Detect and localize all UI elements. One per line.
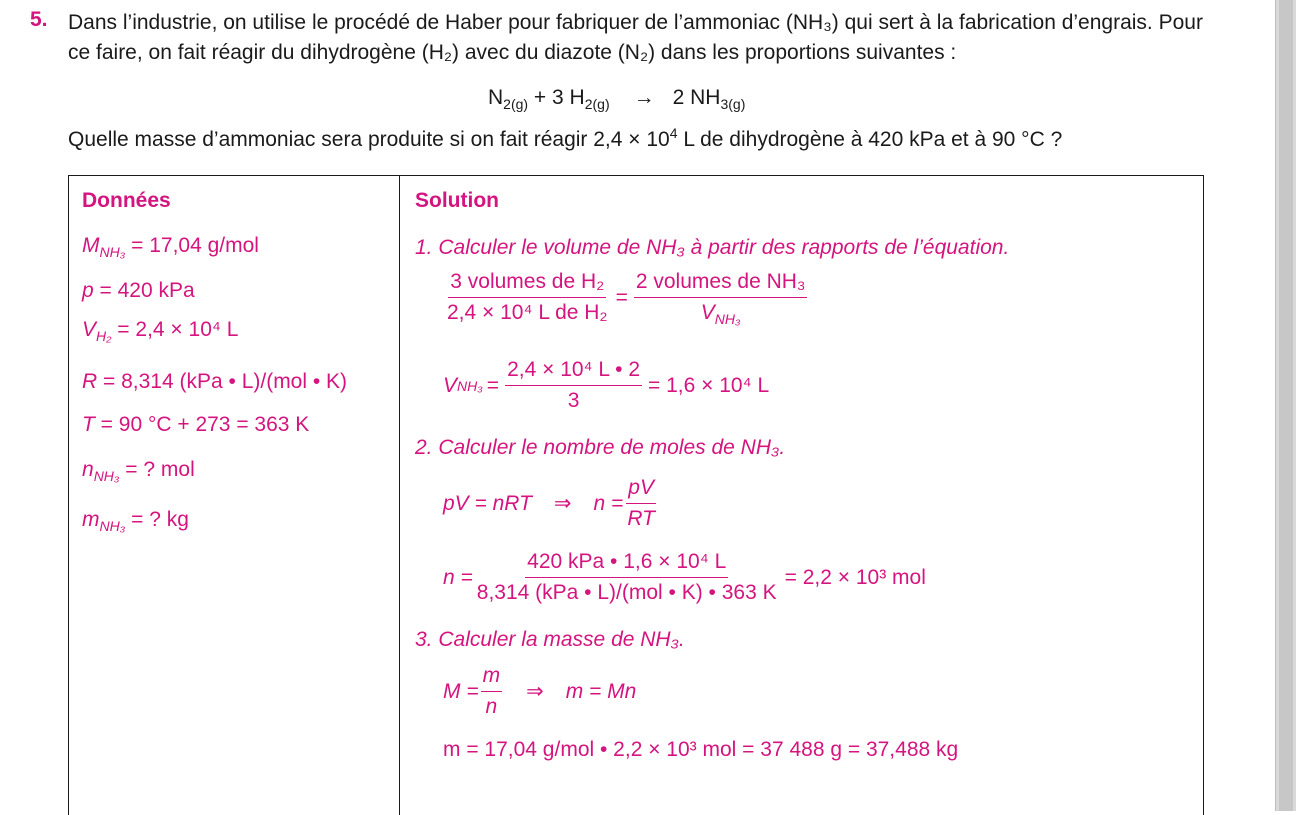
equals-sign: = (615, 285, 628, 309)
given-item (82, 458, 195, 482)
prompt-part-a: Quelle masse d’ammoniac sera produite si on fait réagir 2,4 × 10 (68, 128, 670, 151)
given-title: Données (82, 189, 171, 212)
table-divider (399, 175, 400, 815)
eq-n2-sub: 2(g) (503, 96, 529, 112)
gas-law-fraction (625, 476, 657, 531)
given-subscript: H₂ (96, 328, 112, 344)
mass-law-fraction (481, 664, 503, 719)
given-value: = ? kg (125, 508, 189, 531)
arrow-icon: → (633, 86, 655, 109)
question-prompt (68, 125, 1063, 152)
implies-icon: ⇒ (526, 680, 544, 703)
n-equals: n = (443, 565, 473, 589)
volume-result: = 1,6 × 10⁴ L (648, 373, 770, 397)
given-value: = 17,04 g/mol (125, 234, 259, 257)
final-answer: m = 17,04 g/mol • 2,2 × 10³ mol = 37 488 g = 37,488 kg (443, 738, 959, 761)
given-symbol: R (82, 370, 98, 393)
given-subscript: NH₃ (99, 518, 126, 534)
v-subscript: NH₃ (714, 311, 741, 327)
solution-title: Solution (415, 189, 499, 212)
step-2-label: 2. Calculer le nombre de moles de NH₃. (415, 436, 786, 459)
eq-n2: N (488, 86, 504, 109)
moles-fraction (475, 550, 779, 605)
gas-law (443, 476, 659, 531)
given-value: = 90 °C + 273 = 363 K (94, 413, 310, 436)
given-symbol: m (82, 508, 100, 531)
given-value: = ? mol (119, 458, 195, 481)
mass-law-den: n (485, 695, 498, 718)
m-equals: M = (443, 679, 479, 703)
mass-law-right: m = Mn (565, 679, 637, 703)
given-item (82, 370, 347, 394)
given-symbol: n (82, 458, 94, 481)
equals-sign: = (486, 373, 500, 397)
gas-law-den: RT (627, 507, 655, 530)
volume-den: 3 (567, 389, 580, 412)
given-symbol: T (82, 413, 95, 436)
eq-nh3: 2 NH (672, 86, 721, 109)
eq-h2-sub: 2(g) (584, 96, 610, 112)
haber-equation (488, 86, 745, 110)
mass-law (443, 664, 636, 719)
volume-fraction (505, 358, 642, 413)
ratio-left-den: 2,4 × 10⁴ L de H₂ (447, 301, 608, 324)
moles-result: = 2,2 × 10³ mol (784, 565, 926, 589)
n-equals: n = (593, 491, 624, 515)
given-item (82, 318, 238, 342)
gas-law-num: pV (626, 476, 656, 504)
given-value: = 8,314 (kPa • L)/(mol • K) (97, 370, 348, 393)
scrollbar-track[interactable] (1279, 0, 1293, 811)
moles-num: 420 kPa • 1,6 × 10⁴ L (525, 550, 728, 578)
given-item (82, 234, 259, 258)
question-number: 5. (30, 8, 48, 31)
ratio-left (445, 270, 610, 325)
given-symbol: V (82, 318, 97, 341)
vertical-scrollbar[interactable] (1275, 0, 1296, 811)
prompt-part-b: L de dihydrogène à 420 kPa et à 90 °C ? (677, 128, 1063, 151)
ratio-left-num: 3 volumes de H₂ (448, 270, 606, 298)
given-item (82, 279, 195, 303)
given-subscript: NH₃ (99, 244, 126, 260)
v-symbol: V (443, 373, 458, 397)
eq-h2: + 3 H (528, 86, 585, 109)
given-item (82, 413, 309, 437)
gas-law-left: pV = nRT (443, 491, 532, 515)
ratio-right-den (699, 298, 743, 325)
volume-calc: V NH₃ = $\frac{\text{2,4 × 10⁴ L • 2}}{3}$ = 1,6 × 10⁴ L (443, 358, 770, 412)
given-value: = 2,4 × 10⁴ L (111, 318, 239, 341)
given-item (82, 508, 189, 532)
ratio-right (634, 270, 808, 325)
v-symbol: V (700, 301, 715, 324)
given-value: = 420 kPa (93, 279, 195, 302)
given-symbol: M (82, 234, 100, 257)
mass-law-num: m (481, 664, 503, 692)
step-3-label: 3. Calculer la masse de NH₃. (415, 628, 685, 651)
step-1-label: 1. Calculer le volume de NH₃ à partir des rapports de l’équation. (415, 236, 1010, 259)
given-subscript: NH₃ (93, 468, 120, 484)
implies-icon: ⇒ (553, 492, 572, 515)
eq-nh3-sub: 3(g) (720, 96, 746, 112)
given-symbol: p (82, 279, 94, 302)
prompt-exponent: 4 (669, 125, 678, 141)
ratio-right-num: 2 volumes de NH₃ (634, 270, 808, 298)
moles-den: 8,314 (kPa • L)/(mol • K) • 363 K (476, 581, 777, 604)
volume-ratio (443, 270, 809, 325)
volume-num: 2,4 × 10⁴ L • 2 (505, 358, 642, 386)
question-intro: Dans l’industrie, on utilise le procédé de Haber pour fabriquer de l’ammoniac (NH₃) qui sert à la fabrication d’engrais. Pour ce faire, on fait réagir du dihydrogène (H₂) avec du diazote (N₂) dans les proportions suivantes : (68, 11, 1203, 64)
moles-calc (443, 550, 930, 605)
